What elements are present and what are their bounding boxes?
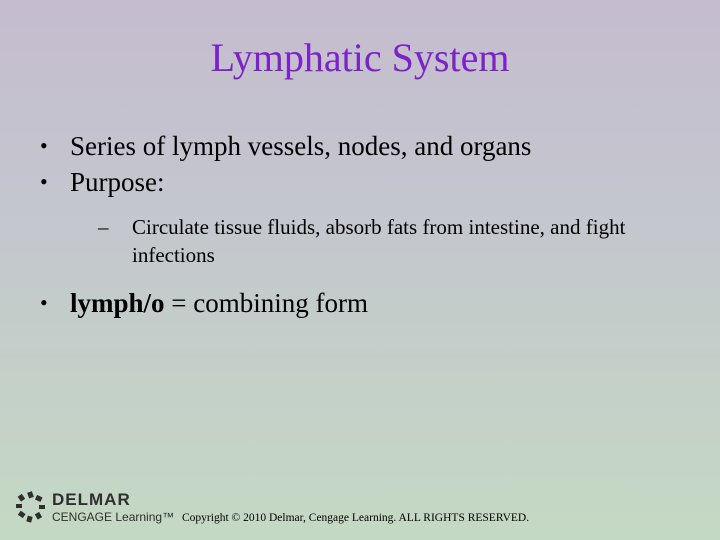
logo-trademark: ™ xyxy=(162,510,175,524)
sub-bullet-item xyxy=(98,213,712,269)
bullet-item-combining-form xyxy=(40,285,690,321)
bullet-text: Purpose: xyxy=(70,167,165,197)
bullet-marker: • xyxy=(40,290,48,315)
delmar-cengage-logo xyxy=(14,490,184,530)
bullet-item xyxy=(40,128,690,164)
combining-form-term: lymph/o xyxy=(70,288,165,318)
sub-bullet-text: Circulate tissue fluids, absorb fats from intestine, and fight infections xyxy=(132,215,626,267)
copyright-notice: Copyright © 2010 Delmar, Cengage Learning. ALL RIGHTS RESERVED. xyxy=(182,512,530,524)
bullet-list xyxy=(40,128,690,321)
slide-title: Lymphatic System xyxy=(210,35,510,80)
logo-cengage-text xyxy=(52,510,174,524)
logo-cengage-label: CENGAGE Learning xyxy=(52,510,163,524)
sub-bullet-marker: – xyxy=(98,215,109,239)
combining-form-definition: = combining form xyxy=(164,288,368,318)
cengage-burst-icon xyxy=(14,490,48,524)
bullet-marker: • xyxy=(40,133,48,158)
bullet-item xyxy=(40,164,690,200)
bullet-text: Series of lymph vessels, nodes, and organs xyxy=(70,131,532,161)
bullet-marker: • xyxy=(40,169,48,194)
logo-delmar-text: DELMAR xyxy=(52,490,131,509)
